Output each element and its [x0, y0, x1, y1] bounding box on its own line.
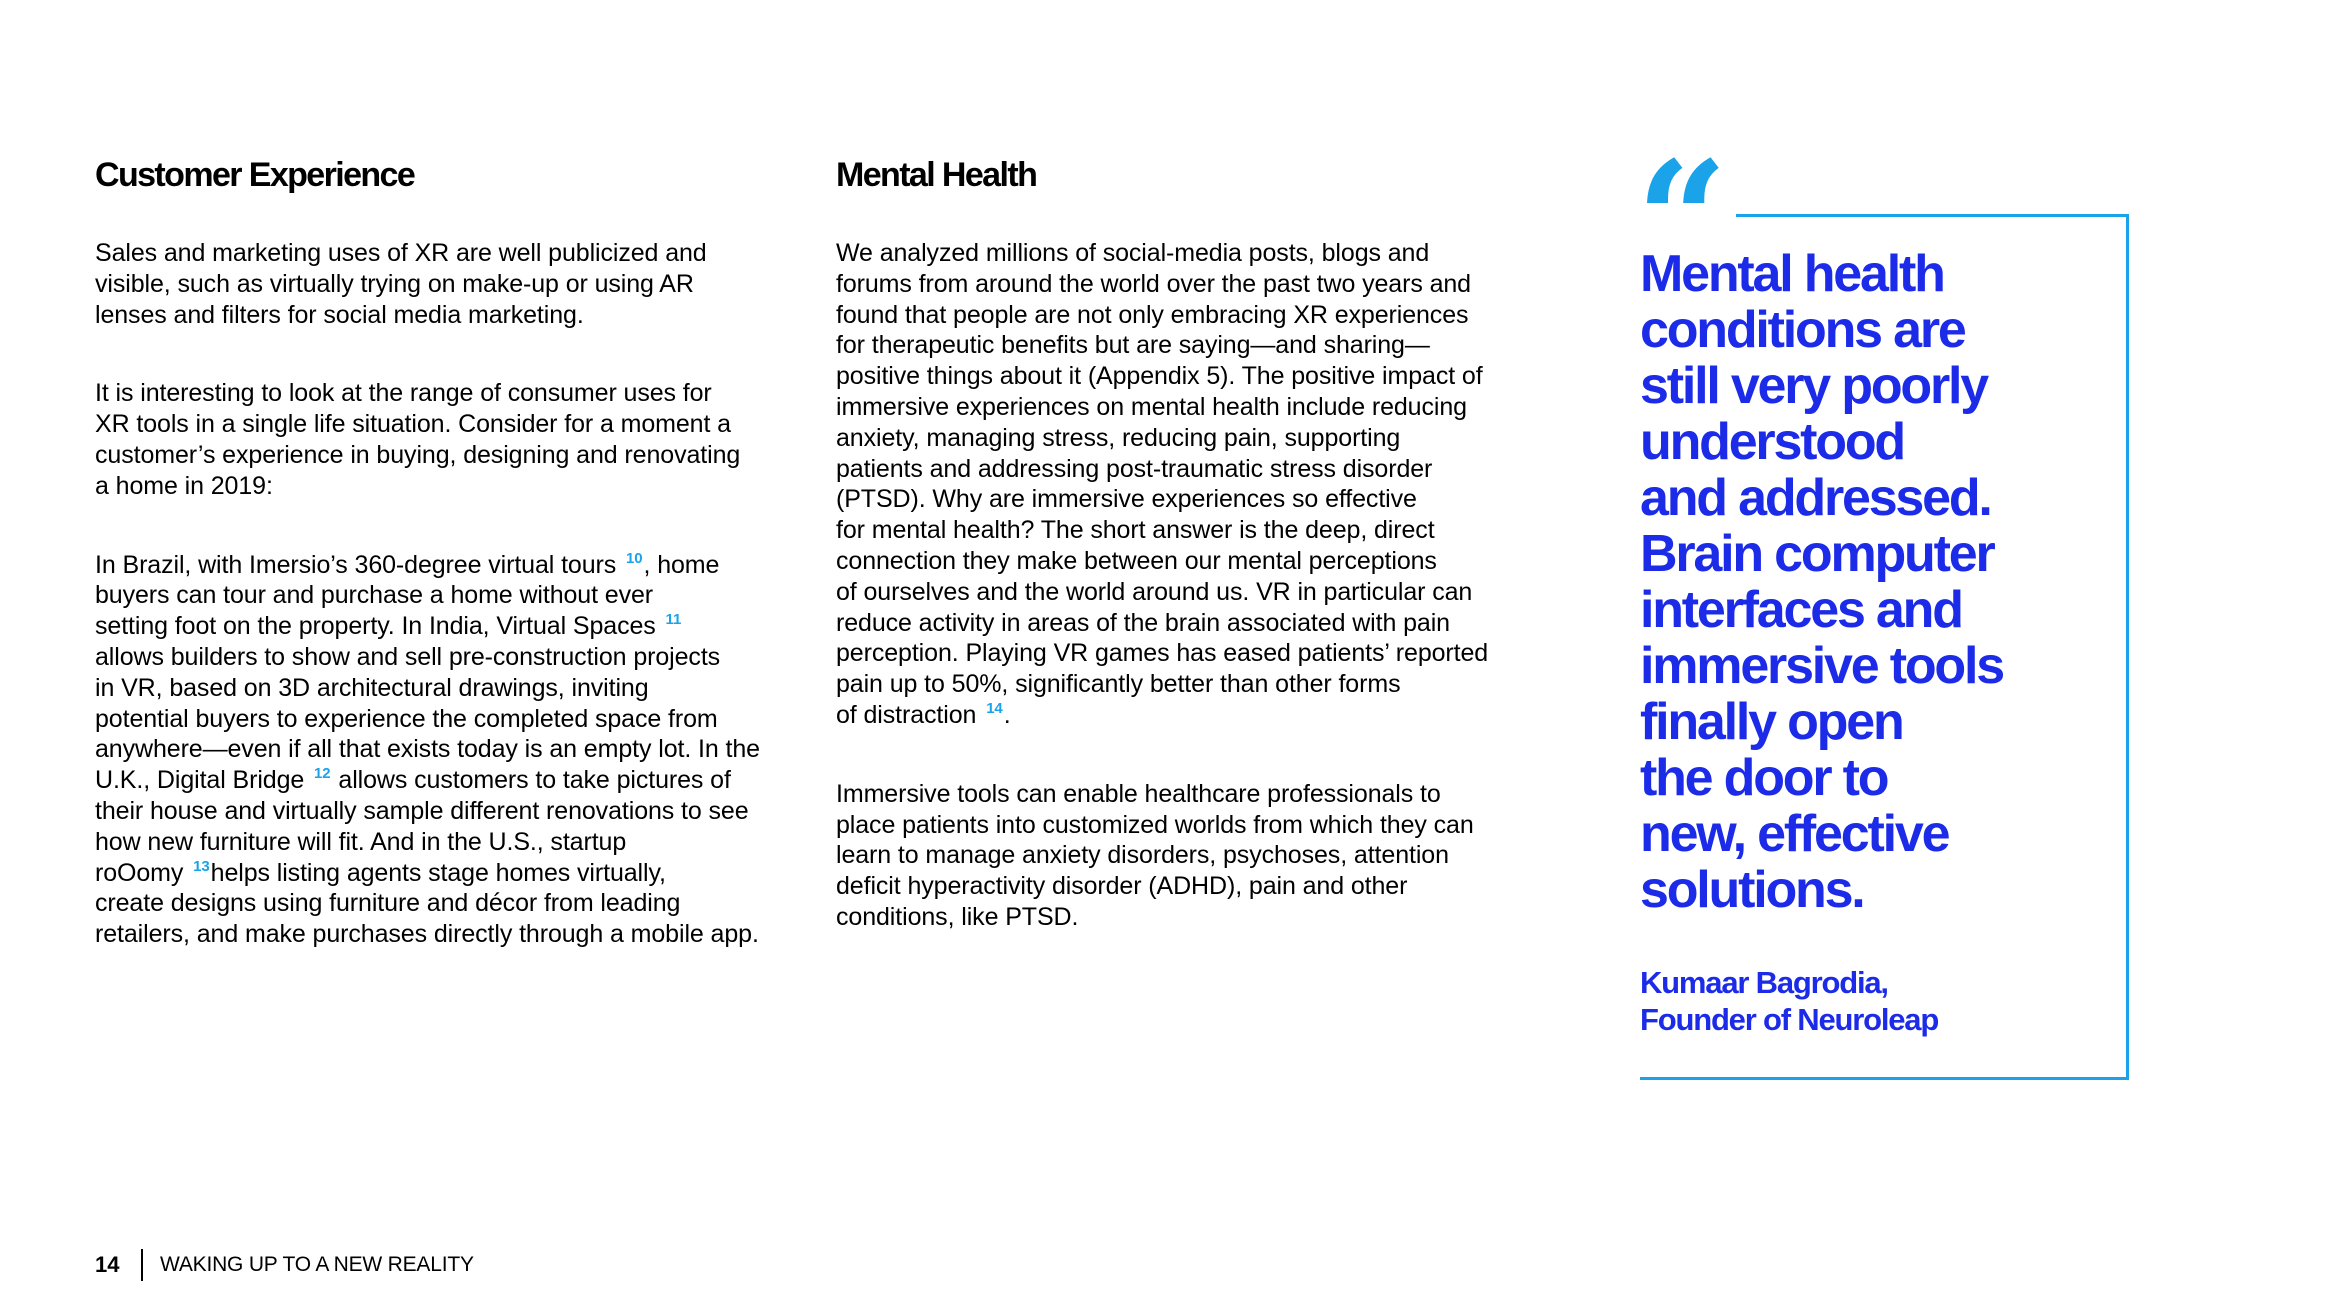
- text-line: their house and virtually sample different renovations to see: [95, 796, 749, 825]
- customer-experience-body: [95, 238, 785, 998]
- footnote-ref-10[interactable]: 10: [626, 549, 643, 567]
- text-line: forums from around the world over the past two years and: [836, 269, 1471, 298]
- footnote-ref-13[interactable]: 13: [193, 857, 210, 875]
- page-number: 14: [95, 1252, 120, 1277]
- text-segment: , home: [643, 550, 720, 579]
- footer-title: WAKING UP TO A NEW REALITY: [160, 1253, 474, 1276]
- text-line: positive things about it (Appendix 5). The positive impact of: [836, 362, 1483, 391]
- text-segment: In Brazil, with Imersio’s 360-degree virtual tours: [95, 550, 623, 579]
- quote-mark-icon: “: [1636, 126, 1729, 314]
- customer-experience-paragraph-1: [95, 238, 785, 330]
- text-line: visible, such as virtually trying on make-up or using AR: [95, 269, 694, 298]
- text-line: allows builders to show and sell pre-construction projects: [95, 642, 721, 671]
- text-line: anxiety, managing stress, reducing pain, supporting: [836, 423, 1401, 452]
- text-line: XR tools in a single life situation. Consider for a moment a: [95, 410, 731, 439]
- text-segment: .: [1003, 700, 1011, 729]
- text-segment: allows customers to take pictures of: [338, 766, 731, 795]
- text-segment: of distraction: [836, 700, 984, 729]
- quote-attribution: [1640, 964, 1938, 1038]
- mental-health-paragraph-1: [836, 238, 1526, 731]
- mental-health-heading: Mental Health: [836, 156, 1037, 194]
- text-line: patients and addressing post-traumatic stress disorder: [836, 454, 1433, 483]
- quote-line: solutions.: [1640, 861, 1864, 919]
- text-line: reduce activity in areas of the brain associated with pain: [836, 608, 1450, 637]
- customer-experience-paragraph-3: [95, 550, 785, 950]
- text-line: [836, 700, 1526, 731]
- text-line: for therapeutic benefits but are saying—and sharing—: [836, 331, 1430, 360]
- text-line: immersive experiences on mental health include reducing: [836, 392, 1467, 421]
- text-line: Immersive tools can enable healthcare professionals to: [836, 779, 1441, 808]
- quote-line: new, effective: [1640, 805, 1949, 863]
- text-segment: U.K., Digital Bridge: [95, 766, 312, 795]
- quote-line: finally open: [1640, 693, 1903, 751]
- text-line: pain up to 50%, significantly better than other forms: [836, 670, 1401, 699]
- quote-line: conditions are: [1640, 301, 1965, 359]
- pull-quote: [1640, 246, 2003, 918]
- footnote-ref-12[interactable]: 12: [314, 765, 331, 783]
- quote-line: still very poorly: [1640, 357, 1987, 415]
- text-line: found that people are not only embracing XR experiences: [836, 300, 1469, 329]
- text-line: conditions, like PTSD.: [836, 902, 1079, 931]
- text-line: for mental health? The short answer is the deep, direct: [836, 516, 1435, 545]
- attribution-role: Founder of Neuroleap: [1640, 1002, 1939, 1037]
- text-segment: roOomy: [95, 858, 191, 887]
- text-line: buyers can tour and purchase a home without ever: [95, 581, 654, 610]
- text-line: create designs using furniture and décor from leading: [95, 889, 681, 918]
- text-line: connection they make between our mental perceptions: [836, 546, 1437, 575]
- quote-line: understood: [1640, 413, 1904, 471]
- text-line: [95, 858, 785, 889]
- text-line: potential buyers to experience the completed space from: [95, 704, 718, 733]
- footnote-ref-11[interactable]: 11: [665, 611, 682, 629]
- text-line: [95, 611, 785, 642]
- text-line: lenses and filters for social media marketing.: [95, 300, 584, 329]
- text-segment: setting foot on the property. In India, Virtual Spaces: [95, 612, 663, 641]
- quote-line: the door to: [1640, 749, 1888, 807]
- text-line: customer’s experience in buying, designing and renovating: [95, 440, 741, 469]
- mental-health-body: [836, 238, 1526, 981]
- quote-line: Mental health: [1640, 245, 1944, 303]
- quote-line: interfaces and: [1640, 581, 1962, 639]
- customer-experience-heading: Customer Experience: [95, 156, 415, 194]
- mental-health-paragraph-2: [836, 779, 1526, 933]
- text-line: [95, 765, 785, 796]
- text-line: learn to manage anxiety disorders, psychoses, attention: [836, 841, 1449, 870]
- text-line: perception. Playing VR games has eased patients’ reported: [836, 639, 1489, 668]
- footnote-ref-14[interactable]: 14: [986, 699, 1003, 717]
- quote-line: immersive tools: [1640, 637, 2003, 695]
- text-line: [95, 550, 785, 581]
- text-line: Sales and marketing uses of XR are well publicized and: [95, 239, 707, 267]
- text-line: We analyzed millions of social-media posts, blogs and: [836, 239, 1430, 267]
- text-line: how new furniture will fit. And in the U.S., startup: [95, 827, 627, 856]
- text-line: place patients into customized worlds from which they can: [836, 810, 1474, 839]
- footer-divider: [141, 1249, 143, 1281]
- text-line: retailers, and make purchases directly through a mobile app.: [95, 920, 759, 949]
- text-line: in VR, based on 3D architectural drawings, inviting: [95, 673, 649, 702]
- attribution-name: Kumaar Bagrodia,: [1640, 965, 1888, 1000]
- text-line: It is interesting to look at the range of consumer uses for: [95, 379, 712, 408]
- quote-line: and addressed.: [1640, 469, 1991, 527]
- text-line: of ourselves and the world around us. VR in particular can: [836, 577, 1473, 606]
- customer-experience-paragraph-2: [95, 378, 785, 501]
- text-line: a home in 2019:: [95, 471, 273, 500]
- text-line: deficit hyperactivity disorder (ADHD), pain and other: [836, 872, 1408, 901]
- text-line: (PTSD). Why are immersive experiences so effective: [836, 485, 1417, 514]
- text-line: anywhere—even if all that exists today is an empty lot. In the: [95, 735, 760, 764]
- quote-line: Brain computer: [1640, 525, 1994, 583]
- text-segment: helps listing agents stage homes virtually,: [210, 858, 666, 887]
